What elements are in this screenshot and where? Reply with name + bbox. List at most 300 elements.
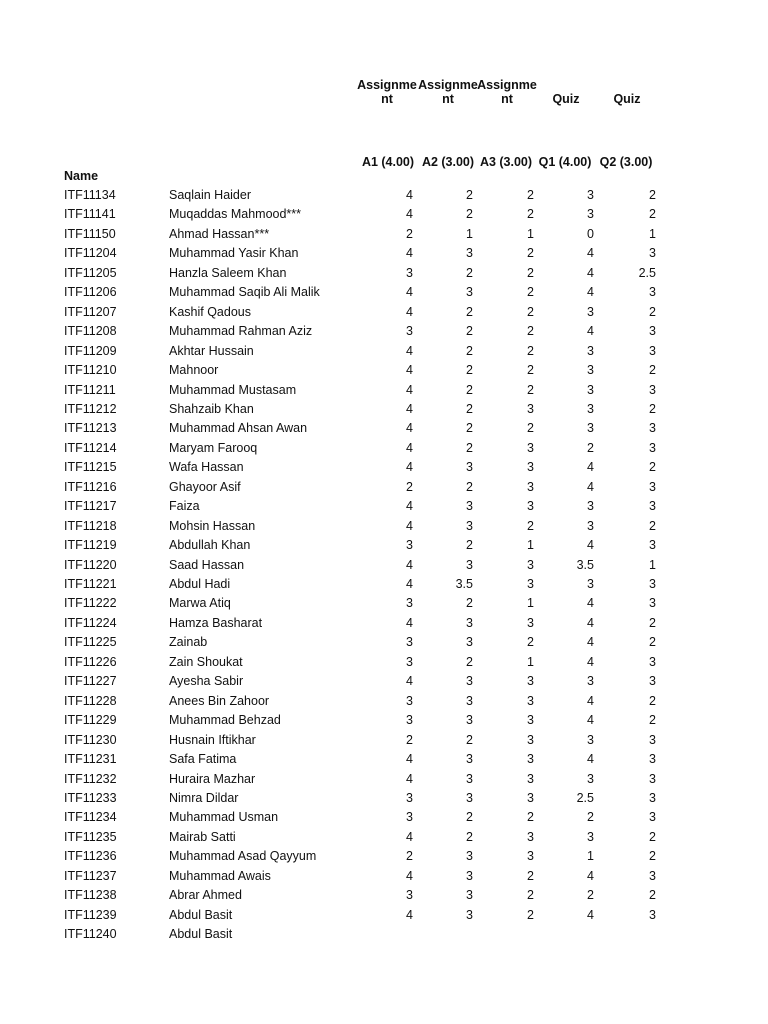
student-name: Ahmad Hassan*** [169, 226, 270, 241]
student-id: ITF11236 [64, 849, 117, 864]
score-q2: 3 [649, 440, 656, 455]
score-a3: 3 [527, 499, 534, 514]
score-a2: 3 [466, 246, 473, 261]
score-q2: 2 [649, 693, 656, 708]
student-id: ITF11228 [64, 693, 117, 708]
table-row [0, 244, 768, 263]
name-column-header: Name [64, 169, 99, 183]
score-q1: 3 [587, 674, 594, 689]
score-q1: 3 [587, 829, 594, 844]
student-id: ITF11230 [64, 732, 117, 747]
score-q2: 3 [649, 868, 656, 883]
table-row [0, 556, 768, 575]
student-name: Muhammad Awais [169, 868, 271, 883]
score-q1: 4 [587, 713, 594, 728]
score-a1: 4 [406, 771, 413, 786]
category-header-q2: Quiz [613, 92, 641, 106]
table-row [0, 731, 768, 750]
student-id: ITF11208 [64, 324, 117, 339]
score-a2: 2 [466, 265, 473, 280]
student-id: ITF11240 [64, 927, 117, 942]
score-a3: 3 [527, 732, 534, 747]
student-name: Zainab [169, 635, 208, 650]
table-row [0, 225, 768, 244]
student-id: ITF11219 [64, 538, 117, 553]
student-name: Muhammad Asad Qayyum [169, 849, 317, 864]
student-name: Marwa Atiq [169, 596, 231, 611]
score-a3: 3 [527, 693, 534, 708]
student-id: ITF11231 [64, 752, 117, 767]
score-q2: 3 [649, 790, 656, 805]
student-name: Ghayoor Asif [169, 479, 241, 494]
score-q2: 2 [649, 635, 656, 650]
score-q1: 3 [587, 363, 594, 378]
score-a1: 4 [406, 382, 413, 397]
score-q1: 4 [587, 693, 594, 708]
table-row [0, 925, 768, 944]
score-a1: 4 [406, 285, 413, 300]
score-q1: 4 [587, 285, 594, 300]
student-name: Ayesha Sabir [169, 674, 244, 689]
score-a1: 3 [406, 888, 413, 903]
score-q2: 2 [649, 188, 656, 202]
score-a2: 2 [466, 421, 473, 436]
score-a1: 4 [406, 577, 413, 591]
score-a2: 3 [466, 888, 473, 903]
table-row [0, 575, 768, 594]
score-q1: 4 [587, 460, 594, 475]
score-q2: 2 [649, 401, 656, 416]
score-a3: 3 [527, 790, 534, 805]
score-a2: 2 [466, 538, 473, 553]
score-a2: 3 [466, 615, 473, 630]
score-a1: 4 [406, 868, 413, 883]
score-a3: 3 [527, 849, 534, 864]
score-q1: 4 [587, 265, 594, 280]
score-q2: 3 [649, 577, 656, 591]
table-row [0, 750, 768, 769]
score-a3: 2 [527, 265, 534, 280]
student-id: ITF11221 [64, 577, 117, 591]
student-name: Wafa Hassan [169, 460, 244, 475]
student-name: Mohsin Hassan [169, 518, 256, 533]
student-name: Muhammad Usman [169, 810, 279, 825]
score-a2: 3 [466, 518, 473, 533]
table-row [0, 186, 768, 205]
score-a1: 4 [406, 829, 413, 844]
score-a2: 3 [466, 868, 473, 883]
score-a3: 2 [527, 868, 534, 883]
score-a3: 3 [527, 460, 534, 475]
score-q2: 2 [649, 363, 656, 378]
student-id: ITF11207 [64, 304, 117, 319]
student-id: ITF11222 [64, 596, 117, 611]
score-a1: 4 [406, 674, 413, 689]
score-q1: 2 [587, 440, 594, 455]
table-row [0, 381, 768, 400]
score-a1: 4 [406, 421, 413, 436]
score-a2: 2 [466, 188, 473, 202]
student-id: ITF11232 [64, 771, 117, 786]
category-header-a3: Assignme nt [477, 78, 537, 106]
score-a1: 4 [406, 401, 413, 416]
score-q1: 3 [587, 207, 594, 222]
score-a1: 4 [406, 557, 413, 572]
table-row [0, 594, 768, 613]
score-a1: 3 [406, 324, 413, 339]
table-row [0, 303, 768, 322]
student-id: ITF11239 [64, 907, 117, 922]
table-row [0, 672, 768, 691]
table-row [0, 711, 768, 730]
score-a2: 2 [466, 440, 473, 455]
score-a3: 2 [527, 343, 534, 358]
score-a3: 1 [527, 654, 534, 669]
score-q2: 3 [649, 732, 656, 747]
student-name: Maryam Farooq [169, 440, 258, 455]
column-header-q1: Q1 (4.00) [538, 155, 592, 169]
score-q1: 2.5 [576, 790, 594, 805]
table-row [0, 205, 768, 224]
score-a3: 2 [527, 285, 534, 300]
table-row [0, 264, 768, 283]
score-q1: 4 [587, 246, 594, 261]
score-q2: 3 [649, 810, 656, 825]
score-a1: 3 [406, 635, 413, 650]
student-id: ITF11233 [64, 790, 117, 805]
table-row [0, 419, 768, 438]
score-q2: 2 [649, 207, 656, 222]
score-a1: 3 [406, 810, 413, 825]
score-a2: 2 [466, 401, 473, 416]
student-id: ITF11224 [64, 615, 117, 630]
score-q1: 4 [587, 596, 594, 611]
table-row [0, 789, 768, 808]
student-name: Husnain Iftikhar [169, 732, 256, 747]
score-a2: 3.5 [455, 577, 473, 591]
score-a1: 3 [406, 790, 413, 805]
student-name: Saqlain Haider [169, 188, 251, 202]
score-q1: 3 [587, 732, 594, 747]
student-id: ITF11211 [64, 382, 116, 397]
score-a2: 3 [466, 907, 473, 922]
score-q1: 3 [587, 343, 594, 358]
student-name: Safa Fatima [169, 752, 237, 767]
score-q1: 3 [587, 304, 594, 319]
student-name: Abdul Basit [169, 927, 233, 942]
student-id: ITF11213 [64, 421, 117, 436]
score-a3: 2 [527, 304, 534, 319]
score-q2: 2 [649, 829, 656, 844]
table-row [0, 886, 768, 905]
score-q1: 0 [587, 226, 594, 241]
table-row [0, 614, 768, 633]
student-name: Saad Hassan [169, 557, 245, 572]
score-a2: 2 [466, 304, 473, 319]
score-q1: 4 [587, 654, 594, 669]
score-q2: 3 [649, 596, 656, 611]
score-a3: 2 [527, 810, 534, 825]
score-a3: 2 [527, 207, 534, 222]
score-q1: 3 [587, 771, 594, 786]
score-q1: 3 [587, 518, 594, 533]
student-name: Muhammad Behzad [169, 713, 281, 728]
score-a1: 4 [406, 188, 413, 202]
score-a1: 2 [406, 479, 413, 494]
score-a2: 2 [466, 479, 473, 494]
score-a2: 2 [466, 732, 473, 747]
student-name: Nimra Dildar [169, 790, 239, 805]
score-a1: 4 [406, 207, 413, 222]
student-name: Shahzaib Khan [169, 401, 254, 416]
score-a1: 3 [406, 693, 413, 708]
score-a2: 3 [466, 285, 473, 300]
score-a1: 3 [406, 713, 413, 728]
student-name: Abdullah Khan [169, 538, 251, 553]
student-name: Muqaddas Mahmood*** [169, 207, 302, 222]
student-name: Zain Shoukat [169, 654, 243, 669]
student-id: ITF11150 [64, 226, 116, 241]
table-row [0, 828, 768, 847]
table-row [0, 633, 768, 652]
table-row [0, 536, 768, 555]
score-a3: 2 [527, 382, 534, 397]
student-id: ITF11209 [64, 343, 117, 358]
table-row [0, 478, 768, 497]
score-a1: 2 [406, 732, 413, 747]
score-a2: 3 [466, 557, 473, 572]
score-a1: 4 [406, 246, 413, 261]
score-a3: 3 [527, 713, 534, 728]
student-id: ITF11216 [64, 479, 117, 494]
category-header-a1: Assignme nt [357, 78, 417, 106]
column-header-a3: A3 (3.00) [479, 155, 533, 169]
score-q2: 3 [649, 907, 656, 922]
table-row [0, 517, 768, 536]
score-a3: 3 [527, 752, 534, 767]
score-q2: 3 [649, 771, 656, 786]
score-q2: 2 [649, 460, 656, 475]
student-name: Muhammad Mustasam [169, 382, 297, 397]
score-a2: 2 [466, 382, 473, 397]
score-a1: 2 [406, 226, 413, 241]
student-id: ITF11238 [64, 888, 117, 903]
score-a1: 4 [406, 440, 413, 455]
score-a2: 3 [466, 674, 473, 689]
student-id: ITF11205 [64, 265, 117, 280]
score-a3: 3 [527, 440, 534, 455]
column-header-a2: A2 (3.00) [421, 155, 475, 169]
column-header-q2: Q2 (3.00) [599, 155, 653, 169]
score-q2: 1 [649, 226, 656, 241]
score-q2: 2 [649, 304, 656, 319]
score-a2: 1 [466, 226, 473, 241]
student-name: Mahnoor [169, 363, 219, 378]
score-a3: 2 [527, 635, 534, 650]
student-name: Faiza [169, 499, 200, 514]
score-q2: 3 [649, 285, 656, 300]
score-a3: 1 [527, 226, 534, 241]
score-a2: 2 [466, 654, 473, 669]
student-name: Muhammad Rahman Aziz [169, 324, 313, 339]
score-q1: 3 [587, 188, 594, 202]
score-q2: 3 [649, 538, 656, 553]
score-a2: 3 [466, 713, 473, 728]
score-q1: 2 [587, 810, 594, 825]
score-q1: 3 [587, 421, 594, 436]
score-q2: 3 [649, 343, 656, 358]
score-a1: 4 [406, 907, 413, 922]
student-name: Kashif Qadous [169, 304, 251, 319]
score-a3: 3 [527, 615, 534, 630]
score-a1: 3 [406, 538, 413, 553]
score-q2: 3 [649, 752, 656, 767]
score-a1: 4 [406, 518, 413, 533]
score-q1: 3 [587, 382, 594, 397]
score-a1: 4 [406, 460, 413, 475]
score-q1: 4 [587, 907, 594, 922]
score-q1: 3 [587, 401, 594, 416]
score-q2: 3 [649, 654, 656, 669]
score-q2: 3 [649, 499, 656, 514]
score-q1: 4 [587, 635, 594, 650]
student-id: ITF11134 [64, 188, 116, 202]
score-a3: 2 [527, 188, 534, 202]
student-id: ITF11234 [64, 810, 117, 825]
category-header-q1: Quiz [552, 92, 580, 106]
student-name: Anees Bin Zahoor [169, 693, 270, 708]
student-name: Muhammad Ahsan Awan [169, 421, 308, 436]
student-name: Mairab Satti [169, 829, 236, 844]
student-name: Hamza Basharat [169, 615, 263, 630]
score-q2: 2 [649, 888, 656, 903]
score-a1: 4 [406, 343, 413, 358]
score-a2: 2 [466, 829, 473, 844]
score-a1: 3 [406, 265, 413, 280]
table-row [0, 322, 768, 341]
score-a2: 3 [466, 499, 473, 514]
score-a3: 3 [527, 479, 534, 494]
student-id: ITF11204 [64, 246, 117, 261]
score-q2: 3 [649, 421, 656, 436]
score-a3: 2 [527, 888, 534, 903]
table-row [0, 283, 768, 302]
score-q2: 3 [649, 246, 656, 261]
score-a3: 2 [527, 363, 534, 378]
student-name: Abdul Basit [169, 907, 233, 922]
student-name: Abrar Ahmed [169, 888, 242, 903]
student-id: ITF11237 [64, 868, 117, 883]
score-q1: 4 [587, 752, 594, 767]
score-a2: 3 [466, 693, 473, 708]
student-name: Huraira Mazhar [169, 771, 256, 786]
score-a3: 1 [527, 596, 534, 611]
score-a2: 2 [466, 596, 473, 611]
table-row [0, 770, 768, 789]
score-q2: 2 [649, 713, 656, 728]
score-a1: 4 [406, 499, 413, 514]
score-q1: 4 [587, 868, 594, 883]
score-q2: 3 [649, 674, 656, 689]
score-a3: 3 [527, 557, 534, 572]
score-q2: 2 [649, 518, 656, 533]
score-a3: 2 [527, 324, 534, 339]
table-row [0, 808, 768, 827]
score-a2: 2 [466, 207, 473, 222]
student-id: ITF11229 [64, 713, 117, 728]
student-id: ITF11215 [64, 460, 117, 475]
score-a3: 3 [527, 829, 534, 844]
table-row [0, 361, 768, 380]
score-q2: 1 [649, 557, 656, 572]
score-a1: 4 [406, 304, 413, 319]
score-q1: 3.5 [576, 557, 594, 572]
student-id: ITF11218 [64, 518, 117, 533]
score-a3: 3 [527, 401, 534, 416]
score-a1: 3 [406, 596, 413, 611]
table-row [0, 847, 768, 866]
student-id: ITF11220 [64, 557, 117, 572]
score-q1: 1 [587, 849, 594, 864]
column-header-a1: A1 (4.00) [361, 155, 415, 169]
category-header-a2: Assignme nt [418, 78, 478, 106]
score-a2: 2 [466, 324, 473, 339]
score-a2: 2 [466, 343, 473, 358]
student-id: ITF11235 [64, 829, 117, 844]
student-name: Muhammad Yasir Khan [169, 246, 299, 261]
table-row [0, 653, 768, 672]
student-id: ITF11212 [64, 401, 117, 416]
student-id: ITF11227 [64, 674, 117, 689]
score-q2: 3 [649, 479, 656, 494]
table-row [0, 867, 768, 886]
student-id: ITF11225 [64, 635, 117, 650]
score-q2: 2 [649, 849, 656, 864]
score-q1: 3 [587, 577, 594, 591]
score-q1: 2 [587, 888, 594, 903]
score-a3: 3 [527, 577, 534, 591]
table-row [0, 906, 768, 925]
score-a2: 3 [466, 635, 473, 650]
score-a1: 4 [406, 752, 413, 767]
student-name: Muhammad Saqib Ali Malik [169, 285, 320, 300]
score-a1: 2 [406, 849, 413, 864]
score-q2: 3 [649, 382, 656, 397]
score-q1: 4 [587, 324, 594, 339]
student-name: Hanzla Saleem Khan [169, 265, 287, 280]
score-a1: 4 [406, 363, 413, 378]
table-row [0, 400, 768, 419]
score-a3: 2 [527, 518, 534, 533]
score-a3: 1 [527, 538, 534, 553]
student-id: ITF11214 [64, 440, 117, 455]
score-a1: 3 [406, 654, 413, 669]
table-row [0, 458, 768, 477]
score-q1: 4 [587, 615, 594, 630]
score-a2: 3 [466, 752, 473, 767]
score-q1: 4 [587, 479, 594, 494]
score-a3: 3 [527, 674, 534, 689]
student-id: ITF11217 [64, 499, 117, 514]
student-id: ITF11141 [64, 207, 116, 222]
score-a2: 3 [466, 849, 473, 864]
score-a2: 3 [466, 771, 473, 786]
score-q2: 2 [649, 615, 656, 630]
table-row [0, 497, 768, 516]
table-row [0, 342, 768, 361]
score-q1: 3 [587, 499, 594, 514]
score-a3: 3 [527, 771, 534, 786]
